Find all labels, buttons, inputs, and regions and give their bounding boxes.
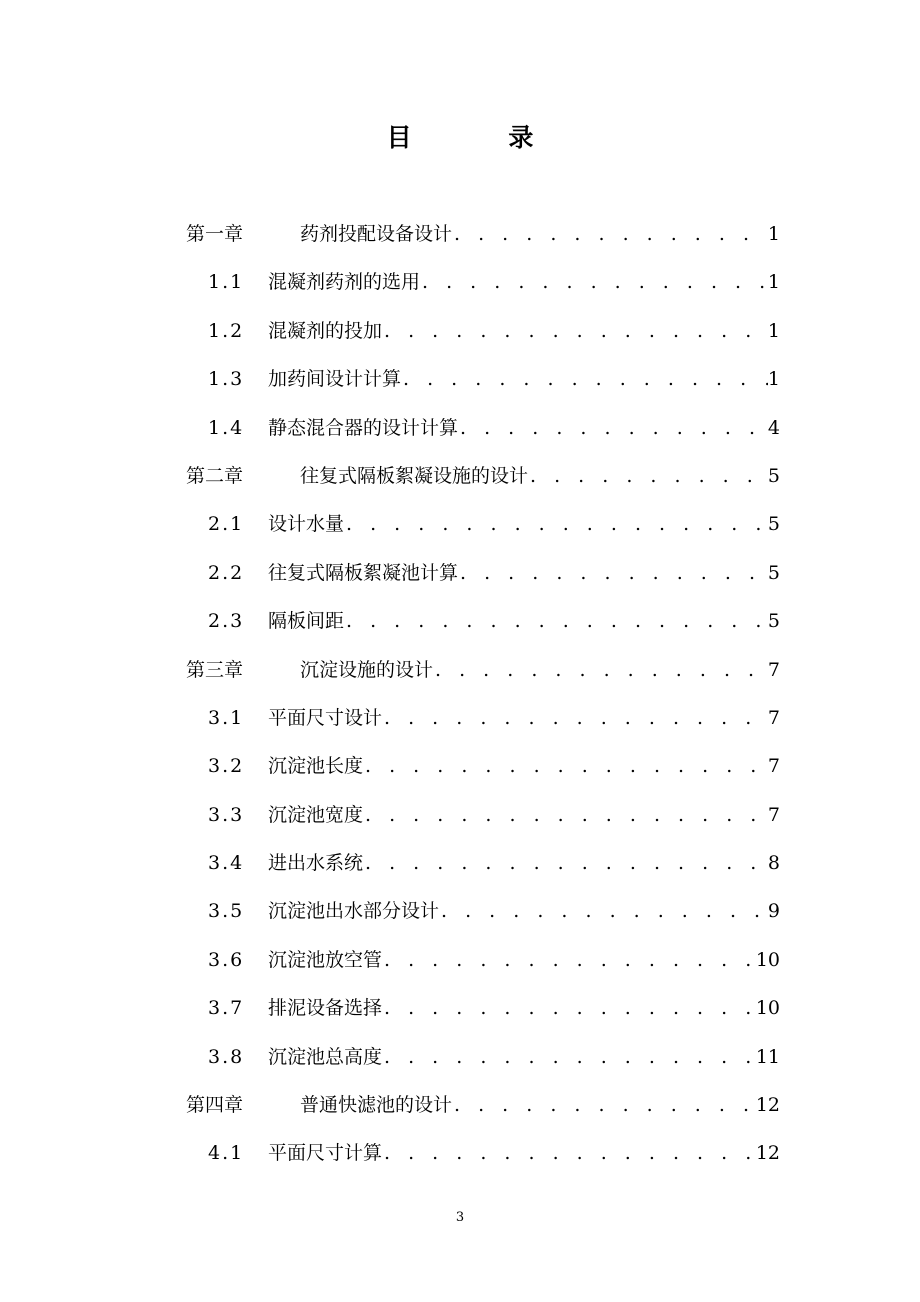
toc-chapter-entry[interactable] bbox=[186, 457, 780, 505]
toc-entry-number: 1.2 bbox=[208, 319, 245, 342]
toc-entry-page: 7 bbox=[767, 803, 780, 826]
toc-entry-page: 8 bbox=[767, 852, 780, 875]
toc-entry-page: 1 bbox=[767, 223, 780, 245]
toc-dot-leader bbox=[382, 1038, 756, 1076]
toc-entry-label: 静态混合器的设计计算 bbox=[268, 416, 459, 439]
toc-section-entry[interactable] bbox=[186, 941, 780, 989]
toc-entry-label: 往复式隔板絮凝设施的设计 bbox=[300, 464, 529, 487]
toc-section-entry[interactable] bbox=[186, 892, 780, 940]
toc-section-entry[interactable] bbox=[186, 844, 780, 892]
toc-dot-leader bbox=[382, 989, 756, 1027]
toc-entry-number: 4.1 bbox=[208, 1142, 245, 1165]
toc-entry-label: 混凝剂药剂的选用 bbox=[268, 271, 421, 294]
toc-section-entry[interactable] bbox=[186, 409, 780, 457]
toc-entry-label: 加药间设计计算 bbox=[268, 368, 402, 391]
toc-section-entry[interactable] bbox=[186, 312, 780, 360]
toc-dot-leader bbox=[528, 457, 768, 495]
toc-entry-label: 平面尺寸设计 bbox=[268, 706, 383, 729]
toc-entry-number: 3.7 bbox=[208, 997, 245, 1020]
toc-entry-page: 11 bbox=[755, 1045, 780, 1068]
toc-section-entry[interactable] bbox=[186, 554, 780, 602]
toc-entry-label: 进出水系统 bbox=[268, 852, 364, 875]
toc-dot-leader bbox=[458, 554, 768, 592]
toc-entry-number: 第一章 bbox=[186, 223, 244, 245]
toc-entry-label: 混凝剂的投加 bbox=[268, 319, 383, 342]
toc-dot-leader bbox=[363, 844, 768, 882]
toc-entry-label: 普通快滤池的设计 bbox=[300, 1094, 453, 1117]
toc-dot-leader bbox=[452, 1086, 756, 1124]
toc-entry-number: 3.8 bbox=[208, 1045, 245, 1068]
toc-entry-page: 5 bbox=[767, 464, 780, 487]
toc-dot-leader bbox=[382, 312, 768, 350]
toc-entry-page: 4 bbox=[767, 416, 780, 439]
table-of-contents bbox=[186, 215, 780, 1183]
toc-dot-leader bbox=[458, 409, 768, 447]
toc-entry-number: 第二章 bbox=[186, 464, 244, 487]
toc-entry-number: 3.6 bbox=[208, 948, 245, 971]
toc-entry-number: 第三章 bbox=[186, 658, 244, 681]
toc-entry-page: 10 bbox=[755, 997, 780, 1020]
toc-entry-label: 往复式隔板絮凝池计算 bbox=[268, 561, 459, 584]
toc-section-entry[interactable] bbox=[186, 1038, 780, 1086]
toc-entry-label: 沉淀池长度 bbox=[268, 755, 364, 778]
toc-dot-leader bbox=[401, 360, 768, 398]
toc-dot-leader bbox=[344, 505, 768, 543]
toc-dot-leader bbox=[363, 747, 768, 785]
toc-section-entry[interactable] bbox=[186, 796, 780, 844]
toc-entry-label: 沉淀池出水部分设计 bbox=[268, 900, 440, 923]
toc-entry-label: 沉淀池总高度 bbox=[268, 1045, 383, 1068]
toc-dot-leader bbox=[344, 602, 768, 640]
toc-dot-leader bbox=[382, 699, 768, 737]
toc-entry-number: 第四章 bbox=[186, 1094, 244, 1117]
toc-entry-label: 沉淀池放空管 bbox=[268, 948, 383, 971]
toc-entry-number: 3.3 bbox=[208, 803, 245, 826]
toc-entry-number: 3.2 bbox=[208, 755, 245, 778]
toc-entry-number: 1.1 bbox=[208, 271, 245, 294]
toc-dot-leader bbox=[420, 263, 768, 301]
toc-entry-page: 7 bbox=[767, 706, 780, 729]
toc-entry-label: 排泥设备选择 bbox=[268, 997, 383, 1020]
toc-entry-page: 1 bbox=[767, 271, 780, 294]
toc-dot-leader bbox=[382, 941, 756, 979]
toc-entry-number: 3.1 bbox=[208, 706, 245, 729]
toc-entry-page: 1 bbox=[767, 368, 780, 391]
toc-entry-number: 1.3 bbox=[208, 368, 245, 391]
toc-section-entry[interactable] bbox=[186, 747, 780, 795]
toc-entry-label: 药剂投配设备设计 bbox=[300, 223, 453, 245]
toc-chapter-entry[interactable] bbox=[186, 1086, 780, 1134]
toc-entry-page: 5 bbox=[767, 610, 780, 633]
toc-entry-page: 7 bbox=[767, 658, 780, 681]
toc-entry-page: 5 bbox=[767, 561, 780, 584]
toc-section-entry[interactable] bbox=[186, 699, 780, 747]
toc-section-entry[interactable] bbox=[186, 360, 780, 408]
toc-entry-number: 2.3 bbox=[208, 610, 245, 633]
toc-section-entry[interactable] bbox=[186, 505, 780, 553]
toc-section-entry[interactable] bbox=[186, 989, 780, 1037]
toc-dot-leader bbox=[452, 215, 768, 253]
toc-entry-page: 5 bbox=[767, 513, 780, 536]
toc-section-entry[interactable] bbox=[186, 602, 780, 650]
toc-dot-leader bbox=[382, 1134, 756, 1172]
toc-dot-leader bbox=[363, 796, 768, 834]
toc-dot-leader bbox=[433, 651, 768, 689]
toc-entry-page: 9 bbox=[767, 900, 780, 923]
toc-entry-label: 隔板间距 bbox=[268, 610, 345, 633]
toc-entry-label: 沉淀设施的设计 bbox=[300, 658, 434, 681]
toc-entry-label: 沉淀池宽度 bbox=[268, 803, 364, 826]
toc-entry-page: 7 bbox=[767, 755, 780, 778]
toc-entry-page: 10 bbox=[755, 948, 780, 971]
toc-entry-number: 2.2 bbox=[208, 561, 245, 584]
page-number: 3 bbox=[455, 1210, 465, 1225]
toc-entry-number: 3.5 bbox=[208, 900, 245, 923]
toc-entry-page: 1 bbox=[767, 319, 780, 342]
toc-entry-number: 1.4 bbox=[208, 416, 245, 439]
toc-title: 目 录 bbox=[386, 123, 578, 152]
toc-chapter-entry[interactable] bbox=[186, 215, 780, 263]
toc-dot-leader bbox=[439, 892, 768, 930]
toc-entry-label: 平面尺寸计算 bbox=[268, 1142, 383, 1165]
toc-entry-page: 12 bbox=[755, 1142, 780, 1165]
toc-entry-number: 3.4 bbox=[208, 852, 245, 875]
toc-section-entry[interactable] bbox=[186, 263, 780, 311]
toc-entry-label: 设计水量 bbox=[268, 513, 345, 536]
toc-chapter-entry[interactable] bbox=[186, 651, 780, 699]
toc-section-entry[interactable] bbox=[186, 1134, 780, 1182]
toc-entry-page: 12 bbox=[755, 1094, 780, 1117]
toc-entry-number: 2.1 bbox=[208, 513, 245, 536]
